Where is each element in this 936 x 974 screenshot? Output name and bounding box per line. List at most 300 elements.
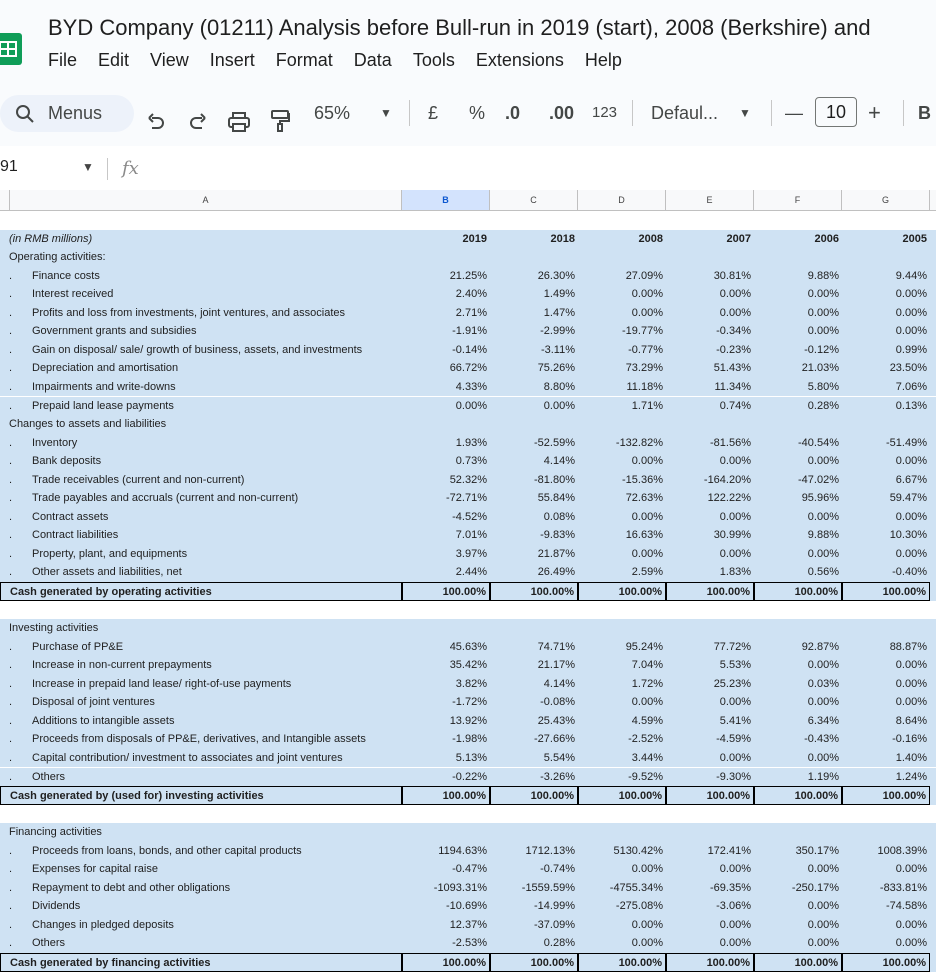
table-row[interactable] bbox=[0, 322, 936, 341]
value-cell[interactable]: 0.00% bbox=[807, 918, 839, 931]
value-cell[interactable]: 0.99% bbox=[895, 343, 927, 356]
menus-search[interactable] bbox=[0, 95, 134, 132]
table-row[interactable] bbox=[0, 378, 936, 397]
value-cell[interactable]: -0.16% bbox=[892, 733, 927, 746]
value-cell[interactable]: 12.37% bbox=[449, 918, 487, 931]
value-cell[interactable]: 1.47% bbox=[543, 306, 575, 319]
table-row[interactable] bbox=[0, 452, 936, 471]
value-cell[interactable]: 0.00% bbox=[807, 696, 839, 709]
value-cell[interactable]: 4.59% bbox=[631, 714, 663, 727]
value-cell[interactable]: 0.00% bbox=[807, 751, 839, 764]
value-cell[interactable]: 95.96% bbox=[801, 492, 839, 505]
value-cell[interactable]: 100.00% bbox=[578, 786, 666, 805]
value-cell[interactable]: 16.63% bbox=[625, 529, 663, 542]
value-cell[interactable]: 1008.39% bbox=[877, 844, 927, 857]
table-row[interactable] bbox=[0, 879, 936, 898]
increase-decimal-button[interactable]: .00 bbox=[549, 103, 575, 123]
value-cell[interactable]: 0.73% bbox=[455, 455, 487, 468]
value-cell[interactable]: 0.00% bbox=[807, 455, 839, 468]
table-row[interactable] bbox=[0, 563, 936, 582]
value-cell[interactable]: 1.93% bbox=[455, 436, 487, 449]
value-cell[interactable]: 0.00% bbox=[631, 306, 663, 319]
total-label[interactable]: Cash generated by (used for) investing activities bbox=[0, 786, 402, 805]
column-header-c[interactable]: C bbox=[490, 190, 578, 210]
value-cell[interactable]: 27.09% bbox=[625, 269, 663, 282]
value-cell[interactable]: 8.64% bbox=[895, 714, 927, 727]
table-row[interactable] bbox=[0, 916, 936, 935]
value-cell[interactable]: 11.18% bbox=[626, 380, 663, 393]
name-box[interactable]: 91 bbox=[0, 158, 18, 175]
row-label[interactable]: Other assets and liabilities, net bbox=[32, 566, 182, 579]
value-cell[interactable]: -1.91% bbox=[452, 325, 487, 338]
value-cell[interactable]: 172.41% bbox=[707, 844, 751, 857]
column-header-d[interactable]: D bbox=[578, 190, 666, 210]
value-cell[interactable]: 7.06% bbox=[895, 380, 927, 393]
row-label[interactable]: Contract assets bbox=[32, 510, 109, 523]
year-header-cell[interactable]: 2008 bbox=[638, 232, 663, 245]
value-cell[interactable]: 0.00% bbox=[895, 288, 927, 301]
table-row[interactable] bbox=[0, 675, 936, 694]
value-cell[interactable]: 0.00% bbox=[543, 399, 575, 412]
value-cell[interactable]: -19.77% bbox=[622, 325, 663, 338]
menu-tools[interactable]: Tools bbox=[412, 50, 455, 70]
value-cell[interactable]: -1.72% bbox=[452, 696, 487, 709]
total-label[interactable]: Cash generated by financing activities bbox=[0, 953, 402, 972]
value-cell[interactable]: 4.14% bbox=[543, 677, 575, 690]
value-cell[interactable]: 100.00% bbox=[754, 786, 842, 805]
value-cell[interactable]: 0.00% bbox=[719, 510, 751, 523]
bold-button[interactable]: B bbox=[918, 103, 931, 123]
value-cell[interactable]: 0.00% bbox=[631, 547, 663, 560]
value-cell[interactable]: 100.00% bbox=[842, 786, 930, 805]
value-cell[interactable]: 95.24% bbox=[625, 640, 663, 653]
value-cell[interactable]: -1093.31% bbox=[433, 881, 487, 894]
increase-font-size-button[interactable]: + bbox=[868, 100, 881, 125]
value-cell[interactable]: 0.00% bbox=[807, 937, 839, 950]
value-cell[interactable]: 30.81% bbox=[713, 269, 751, 282]
value-cell[interactable]: 8.80% bbox=[543, 380, 575, 393]
value-cell[interactable]: 45.63% bbox=[449, 640, 487, 653]
value-cell[interactable]: -2.53% bbox=[452, 937, 487, 950]
menu-format[interactable]: Format bbox=[275, 50, 333, 70]
value-cell[interactable]: 77.72% bbox=[713, 640, 751, 653]
row-label[interactable]: Dividends bbox=[32, 900, 81, 913]
row-label[interactable]: Expenses for capital raise bbox=[32, 863, 158, 876]
value-cell[interactable]: 1.71% bbox=[631, 399, 663, 412]
sheets-logo-icon[interactable] bbox=[0, 33, 22, 65]
percent-format-button[interactable]: % bbox=[469, 103, 486, 123]
value-cell[interactable]: 100.00% bbox=[490, 786, 578, 805]
row-label[interactable]: Trade payables and accruals (current and non-current) bbox=[32, 492, 299, 505]
value-cell[interactable]: 3.97% bbox=[455, 547, 487, 560]
row-label[interactable]: Trade receivables (current and non-current) bbox=[32, 473, 245, 486]
total-row[interactable] bbox=[0, 786, 936, 805]
menu-insert[interactable]: Insert bbox=[209, 50, 255, 70]
value-cell[interactable]: 0.00% bbox=[719, 918, 751, 931]
section-label[interactable]: Changes to assets and liabilities bbox=[9, 418, 167, 431]
section-label[interactable]: Investing activities bbox=[9, 622, 99, 635]
redo-icon[interactable] bbox=[188, 103, 208, 141]
blank-row[interactable] bbox=[0, 805, 936, 824]
value-cell[interactable]: 0.00% bbox=[895, 306, 927, 319]
value-cell[interactable]: 0.00% bbox=[807, 306, 839, 319]
value-cell[interactable]: 21.17% bbox=[537, 659, 575, 672]
year-header-cell[interactable]: 2018 bbox=[550, 232, 575, 245]
table-row[interactable] bbox=[0, 341, 936, 360]
table-row[interactable] bbox=[0, 267, 936, 286]
value-cell[interactable]: 2.44% bbox=[455, 566, 487, 579]
value-cell[interactable]: 0.00% bbox=[719, 696, 751, 709]
row-label[interactable]: Others bbox=[32, 937, 66, 950]
value-cell[interactable]: 26.49% bbox=[537, 566, 575, 579]
value-cell[interactable]: 66.72% bbox=[449, 362, 487, 375]
section-row[interactable] bbox=[0, 619, 936, 638]
value-cell[interactable]: 100.00% bbox=[754, 953, 842, 972]
value-cell[interactable]: 0.00% bbox=[455, 399, 487, 412]
value-cell[interactable]: 100.00% bbox=[842, 582, 930, 601]
table-row[interactable] bbox=[0, 489, 936, 508]
currency-format-button[interactable]: £ bbox=[428, 103, 439, 123]
total-label[interactable]: Cash generated by operating activities bbox=[0, 582, 402, 601]
value-cell[interactable]: -132.82% bbox=[615, 436, 663, 449]
decrease-decimal-button[interactable]: .0 bbox=[505, 103, 521, 123]
row-label[interactable]: Increase in non-current prepayments bbox=[32, 659, 212, 672]
value-cell[interactable]: 73.29% bbox=[625, 362, 663, 375]
font-size-input[interactable]: 10 bbox=[815, 97, 857, 127]
row-label[interactable]: Property, plant, and equipments bbox=[32, 547, 188, 560]
value-cell[interactable]: -15.36% bbox=[622, 473, 663, 486]
total-row[interactable] bbox=[0, 953, 936, 972]
row-label[interactable]: Increase in prepaid land lease/ right-of-use payments bbox=[32, 677, 292, 690]
print-icon[interactable] bbox=[228, 103, 250, 141]
value-cell[interactable]: -3.11% bbox=[540, 343, 575, 356]
value-cell[interactable]: 1.83% bbox=[719, 566, 751, 579]
value-cell[interactable]: -14.99% bbox=[534, 900, 575, 913]
value-cell[interactable]: -4.52% bbox=[452, 510, 487, 523]
value-cell[interactable]: 59.47% bbox=[889, 492, 927, 505]
value-cell[interactable]: -0.40% bbox=[892, 566, 927, 579]
value-cell[interactable]: 100.00% bbox=[402, 786, 490, 805]
row-label[interactable]: Depreciation and amortisation bbox=[32, 362, 179, 375]
value-cell[interactable]: 0.00% bbox=[807, 659, 839, 672]
name-box-chevron-down-icon[interactable]: ▼ bbox=[82, 160, 94, 174]
column-header-b[interactable]: B bbox=[402, 190, 490, 210]
value-cell[interactable]: 0.74% bbox=[719, 399, 751, 412]
row-label[interactable]: Proceeds from loans, bonds, and other capital products bbox=[32, 844, 302, 857]
value-cell[interactable]: 0.00% bbox=[895, 937, 927, 950]
value-cell[interactable]: -0.12% bbox=[804, 343, 839, 356]
header-label[interactable]: (in RMB millions) bbox=[9, 232, 93, 245]
table-row[interactable] bbox=[0, 842, 936, 861]
value-cell[interactable]: 3.44% bbox=[631, 751, 663, 764]
value-cell[interactable]: -0.34% bbox=[716, 325, 751, 338]
value-cell[interactable]: 0.00% bbox=[719, 288, 751, 301]
table-row[interactable] bbox=[0, 304, 936, 323]
value-cell[interactable]: -74.58% bbox=[886, 900, 927, 913]
column-header-g[interactable]: G bbox=[842, 190, 930, 210]
value-cell[interactable]: 6.34% bbox=[807, 714, 839, 727]
row-label[interactable]: Profits and loss from investments, joint ventures, and associates bbox=[32, 306, 346, 319]
value-cell[interactable]: 0.00% bbox=[807, 863, 839, 876]
table-row[interactable] bbox=[0, 693, 936, 712]
column-header-e[interactable]: E bbox=[666, 190, 754, 210]
value-cell[interactable]: -9.83% bbox=[540, 529, 575, 542]
value-cell[interactable]: 9.88% bbox=[807, 529, 839, 542]
value-cell[interactable]: 1.40% bbox=[895, 751, 927, 764]
table-row[interactable] bbox=[0, 359, 936, 378]
value-cell[interactable]: 5130.42% bbox=[613, 844, 663, 857]
section-row[interactable] bbox=[0, 415, 936, 434]
value-cell[interactable]: 0.00% bbox=[807, 547, 839, 560]
value-cell[interactable]: 5.53% bbox=[719, 659, 751, 672]
value-cell[interactable]: 0.00% bbox=[895, 547, 927, 560]
number-format-button[interactable]: 123 bbox=[592, 104, 618, 121]
row-label[interactable]: Purchase of PP&E bbox=[32, 640, 124, 653]
value-cell[interactable]: 100.00% bbox=[578, 953, 666, 972]
section-row[interactable] bbox=[0, 823, 936, 842]
value-cell[interactable]: 100.00% bbox=[842, 953, 930, 972]
value-cell[interactable]: -0.74% bbox=[540, 863, 575, 876]
value-cell[interactable]: 9.88% bbox=[807, 269, 839, 282]
year-header-cell[interactable]: 2005 bbox=[902, 232, 927, 245]
font-select[interactable]: Defaul... bbox=[651, 103, 719, 123]
menu-file[interactable]: File bbox=[48, 50, 78, 70]
value-cell[interactable]: -37.09% bbox=[534, 918, 575, 931]
value-cell[interactable]: 0.00% bbox=[895, 510, 927, 523]
value-cell[interactable]: 51.43% bbox=[713, 362, 751, 375]
table-row[interactable] bbox=[0, 749, 936, 768]
value-cell[interactable]: 100.00% bbox=[490, 582, 578, 601]
value-cell[interactable]: 0.00% bbox=[631, 455, 663, 468]
value-cell[interactable]: -4755.34% bbox=[609, 881, 663, 894]
select-all-corner[interactable] bbox=[0, 190, 10, 210]
value-cell[interactable]: 100.00% bbox=[666, 953, 754, 972]
value-cell[interactable]: 0.56% bbox=[807, 566, 839, 579]
section-label[interactable]: Operating activities: bbox=[9, 251, 106, 264]
value-cell[interactable]: 0.00% bbox=[895, 918, 927, 931]
value-cell[interactable]: 88.87% bbox=[889, 640, 927, 653]
undo-icon[interactable] bbox=[146, 103, 166, 141]
value-cell[interactable]: 0.00% bbox=[631, 937, 663, 950]
value-cell[interactable]: 0.28% bbox=[543, 937, 575, 950]
value-cell[interactable]: 0.00% bbox=[719, 306, 751, 319]
value-cell[interactable]: -81.56% bbox=[710, 436, 751, 449]
row-label[interactable]: Additions to intangible assets bbox=[32, 714, 175, 727]
menu-extensions[interactable]: Extensions bbox=[475, 50, 564, 70]
zoom-chevron-down-icon[interactable]: ▼ bbox=[380, 106, 392, 120]
value-cell[interactable]: -47.02% bbox=[798, 473, 839, 486]
value-cell[interactable]: 4.14% bbox=[543, 455, 575, 468]
value-cell[interactable]: -72.71% bbox=[446, 492, 487, 505]
value-cell[interactable]: 52.32% bbox=[449, 473, 487, 486]
value-cell[interactable]: 3.82% bbox=[455, 677, 487, 690]
value-cell[interactable]: 100.00% bbox=[578, 582, 666, 601]
value-cell[interactable]: 21.87% bbox=[537, 547, 575, 560]
value-cell[interactable]: 0.00% bbox=[631, 863, 663, 876]
blank-row[interactable] bbox=[0, 601, 936, 620]
value-cell[interactable]: -3.06% bbox=[716, 900, 751, 913]
year-header-cell[interactable]: 2006 bbox=[814, 232, 839, 245]
value-cell[interactable]: -52.59% bbox=[534, 436, 575, 449]
spreadsheet-grid[interactable] bbox=[0, 211, 936, 974]
value-cell[interactable]: 0.28% bbox=[807, 399, 839, 412]
value-cell[interactable]: 100.00% bbox=[402, 953, 490, 972]
value-cell[interactable]: 92.87% bbox=[801, 640, 839, 653]
value-cell[interactable]: 5.54% bbox=[543, 751, 575, 764]
value-cell[interactable]: 1712.13% bbox=[525, 844, 575, 857]
value-cell[interactable]: 55.84% bbox=[537, 492, 575, 505]
table-row[interactable] bbox=[0, 656, 936, 675]
value-cell[interactable]: -0.23% bbox=[716, 343, 751, 356]
value-cell[interactable]: -1.98% bbox=[452, 733, 487, 746]
value-cell[interactable]: 1.72% bbox=[631, 677, 663, 690]
row-label[interactable]: Government grants and subsidies bbox=[32, 325, 197, 338]
table-row[interactable] bbox=[0, 934, 936, 953]
table-row[interactable] bbox=[0, 897, 936, 916]
table-row[interactable] bbox=[0, 768, 936, 787]
table-row[interactable] bbox=[0, 471, 936, 490]
value-cell[interactable]: 5.41% bbox=[719, 714, 751, 727]
value-cell[interactable]: -275.08% bbox=[615, 900, 663, 913]
value-cell[interactable]: 1.24% bbox=[895, 770, 927, 783]
menu-data[interactable]: Data bbox=[353, 50, 392, 70]
value-cell[interactable]: 21.25% bbox=[449, 269, 487, 282]
value-cell[interactable]: 10.30% bbox=[889, 529, 927, 542]
row-label[interactable]: Disposal of joint ventures bbox=[32, 696, 155, 709]
value-cell[interactable]: 21.03% bbox=[801, 362, 839, 375]
value-cell[interactable]: 0.00% bbox=[719, 937, 751, 950]
value-cell[interactable]: 0.00% bbox=[807, 900, 839, 913]
value-cell[interactable]: -0.77% bbox=[628, 343, 663, 356]
value-cell[interactable]: 25.23% bbox=[713, 677, 751, 690]
value-cell[interactable]: 0.00% bbox=[631, 510, 663, 523]
value-cell[interactable]: 72.63% bbox=[625, 492, 663, 505]
row-label[interactable]: Contract liabilities bbox=[32, 529, 119, 542]
value-cell[interactable]: -2.99% bbox=[540, 325, 575, 338]
value-cell[interactable]: -0.08% bbox=[540, 696, 575, 709]
value-cell[interactable]: -4.59% bbox=[716, 733, 751, 746]
value-cell[interactable]: -164.20% bbox=[703, 473, 751, 486]
value-cell[interactable]: 350.17% bbox=[795, 844, 839, 857]
value-cell[interactable]: -69.35% bbox=[710, 881, 751, 894]
value-cell[interactable]: 5.13% bbox=[455, 751, 487, 764]
row-label[interactable]: Repayment to debt and other obligations bbox=[32, 881, 231, 894]
value-cell[interactable]: -27.66% bbox=[534, 733, 575, 746]
value-cell[interactable]: 7.01% bbox=[455, 529, 487, 542]
value-cell[interactable]: -0.14% bbox=[452, 343, 487, 356]
value-cell[interactable]: 11.34% bbox=[714, 380, 751, 393]
value-cell[interactable]: 0.03% bbox=[807, 677, 839, 690]
decrease-font-size-button[interactable]: — bbox=[785, 103, 803, 123]
grid-row[interactable] bbox=[0, 211, 936, 230]
value-cell[interactable]: 100.00% bbox=[666, 786, 754, 805]
table-row[interactable] bbox=[0, 712, 936, 731]
value-cell[interactable]: -2.52% bbox=[628, 733, 663, 746]
font-chevron-down-icon[interactable]: ▼ bbox=[739, 106, 751, 120]
value-cell[interactable]: 1.19% bbox=[807, 770, 839, 783]
value-cell[interactable]: -10.69% bbox=[446, 900, 487, 913]
table-row[interactable] bbox=[0, 434, 936, 453]
value-cell[interactable]: 0.00% bbox=[631, 696, 663, 709]
year-header-cell[interactable]: 2019 bbox=[462, 232, 487, 245]
value-cell[interactable]: 0.00% bbox=[719, 455, 751, 468]
menu-view[interactable]: View bbox=[150, 50, 189, 70]
value-cell[interactable]: 0.00% bbox=[895, 455, 927, 468]
value-cell[interactable]: 122.22% bbox=[707, 492, 751, 505]
value-cell[interactable]: 6.67% bbox=[895, 473, 927, 486]
value-cell[interactable]: 35.42% bbox=[449, 659, 487, 672]
table-row[interactable] bbox=[0, 860, 936, 879]
row-label[interactable]: Interest received bbox=[32, 288, 114, 301]
value-cell[interactable]: 0.00% bbox=[895, 677, 927, 690]
value-cell[interactable]: 1.49% bbox=[543, 288, 575, 301]
value-cell[interactable]: 100.00% bbox=[402, 582, 490, 601]
value-cell[interactable]: 0.00% bbox=[895, 863, 927, 876]
value-cell[interactable]: 0.00% bbox=[895, 696, 927, 709]
value-cell[interactable]: 0.00% bbox=[719, 751, 751, 764]
value-cell[interactable]: 30.99% bbox=[713, 529, 751, 542]
menu-help[interactable]: Help bbox=[584, 50, 622, 70]
year-header-cell[interactable]: 2007 bbox=[726, 232, 751, 245]
value-cell[interactable]: 1194.63% bbox=[438, 844, 487, 857]
value-cell[interactable]: 100.00% bbox=[666, 582, 754, 601]
row-label[interactable]: Prepaid land lease payments bbox=[32, 399, 174, 412]
value-cell[interactable]: 2.59% bbox=[631, 566, 663, 579]
total-row[interactable] bbox=[0, 582, 936, 601]
value-cell[interactable]: 9.44% bbox=[895, 269, 927, 282]
value-cell[interactable]: 100.00% bbox=[754, 582, 842, 601]
value-cell[interactable]: 0.00% bbox=[631, 288, 663, 301]
value-cell[interactable]: -833.81% bbox=[879, 881, 927, 894]
row-label[interactable]: Changes in pledged deposits bbox=[32, 918, 174, 931]
value-cell[interactable]: -9.30% bbox=[716, 770, 751, 783]
value-cell[interactable]: 0.00% bbox=[719, 863, 751, 876]
value-cell[interactable]: 2.71% bbox=[455, 306, 487, 319]
row-label[interactable]: Bank deposits bbox=[32, 455, 102, 468]
table-row[interactable] bbox=[0, 638, 936, 657]
value-cell[interactable]: -51.49% bbox=[886, 436, 927, 449]
value-cell[interactable]: 4.33% bbox=[455, 380, 487, 393]
value-cell[interactable]: 25.43% bbox=[537, 714, 575, 727]
row-label[interactable]: Others bbox=[32, 770, 66, 783]
section-row[interactable] bbox=[0, 248, 936, 267]
row-label[interactable]: Finance costs bbox=[32, 269, 100, 282]
row-label[interactable]: Proceeds from disposals of PP&E, derivatives, and Intangible assets bbox=[32, 733, 366, 746]
value-cell[interactable]: -0.22% bbox=[452, 770, 487, 783]
row-label[interactable]: Gain on disposal/ sale/ growth of business, assets, and investments bbox=[32, 343, 363, 356]
value-cell[interactable]: 0.00% bbox=[895, 325, 927, 338]
value-cell[interactable]: 0.00% bbox=[807, 325, 839, 338]
table-row[interactable] bbox=[0, 730, 936, 749]
value-cell[interactable]: -0.47% bbox=[452, 863, 487, 876]
value-cell[interactable]: -250.17% bbox=[791, 881, 839, 894]
column-header-f[interactable]: F bbox=[754, 190, 842, 210]
value-cell[interactable]: 2.40% bbox=[455, 288, 487, 301]
row-label[interactable]: Capital contribution/ investment to associates and joint ventures bbox=[32, 751, 343, 764]
header-row[interactable] bbox=[0, 230, 936, 249]
document-title[interactable]: BYD Company (01211) Analysis before Bull-run in 2019 (start), 2008 (Berkshire) and bbox=[48, 15, 871, 40]
value-cell[interactable]: -0.43% bbox=[804, 733, 839, 746]
value-cell[interactable]: 100.00% bbox=[490, 953, 578, 972]
value-cell[interactable]: 0.00% bbox=[807, 288, 839, 301]
table-row[interactable] bbox=[0, 285, 936, 304]
column-header-a[interactable]: A bbox=[10, 190, 402, 210]
value-cell[interactable]: 0.00% bbox=[631, 918, 663, 931]
row-label[interactable]: Inventory bbox=[32, 436, 78, 449]
value-cell[interactable]: -40.54% bbox=[798, 436, 839, 449]
value-cell[interactable]: -9.52% bbox=[628, 770, 663, 783]
menu-edit[interactable]: Edit bbox=[98, 50, 130, 70]
